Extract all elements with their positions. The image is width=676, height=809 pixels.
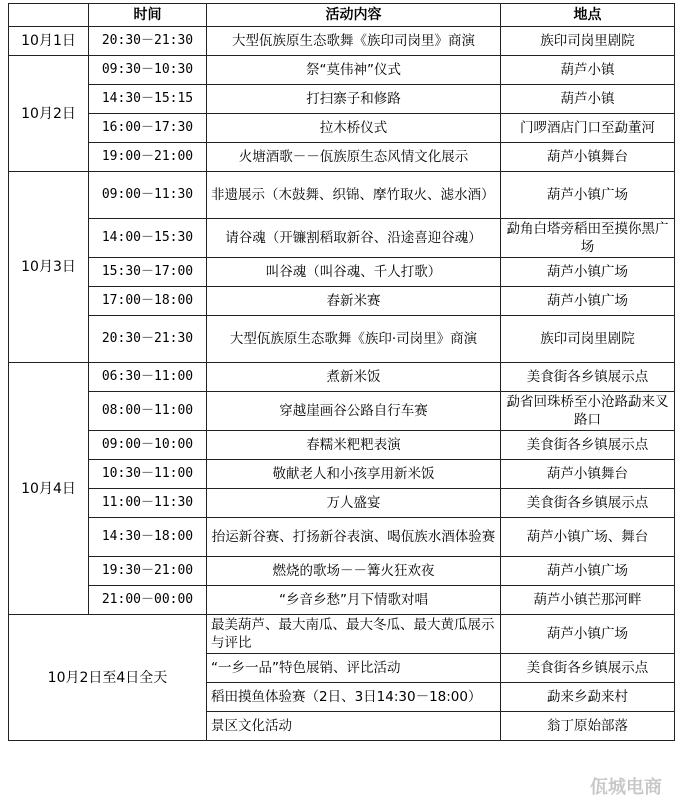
location-cell: 勐省回珠桥至小沧路勐来叉路口 xyxy=(501,392,675,431)
schedule-table xyxy=(8,3,675,741)
time-cell: 21:00－00:00 xyxy=(89,586,207,615)
activity-cell: 火塘酒歌－－佤族原生态风情文化展示 xyxy=(207,143,501,172)
table-row xyxy=(9,85,675,114)
header-activity: 活动内容 xyxy=(207,4,501,27)
activity-cell: 叫谷魂（叫谷魂、千人打歌） xyxy=(207,258,501,287)
activity-cell: “乡音乡愁”月下情歌对唱 xyxy=(207,586,501,615)
activity-cell: 煮新米饭 xyxy=(207,363,501,392)
table-row xyxy=(9,586,675,615)
time-cell: 09:30－10:30 xyxy=(89,56,207,85)
activity-cell: 舂新米赛 xyxy=(207,287,501,316)
location-cell: 葫芦小镇芒那河畔 xyxy=(501,586,675,615)
activity-cell: 景区文化活动 xyxy=(207,712,501,741)
time-cell: 17:00－18:00 xyxy=(89,287,207,316)
time-cell: 14:30－15:15 xyxy=(89,85,207,114)
time-cell: 15:30－17:00 xyxy=(89,258,207,287)
table-row xyxy=(9,114,675,143)
location-cell: 葫芦小镇广场、舞台 xyxy=(501,518,675,557)
time-cell: 20:30－21:30 xyxy=(89,27,207,56)
time-cell: 08:00－11:00 xyxy=(89,392,207,431)
time-cell: 11:00－11:30 xyxy=(89,489,207,518)
date-cell: 10月1日 xyxy=(9,27,89,56)
location-cell: 葫芦小镇 xyxy=(501,85,675,114)
time-cell: 14:00－15:30 xyxy=(89,219,207,258)
location-cell: 美食街各乡镇展示点 xyxy=(501,363,675,392)
table-row xyxy=(9,172,675,219)
table-row xyxy=(9,460,675,489)
activity-cell: 祭“莫伟神”仪式 xyxy=(207,56,501,85)
location-cell: 美食街各乡镇展示点 xyxy=(501,489,675,518)
location-cell: 门啰酒店门口至勐董河 xyxy=(501,114,675,143)
activity-cell: “一乡一品”特色展销、评比活动 xyxy=(207,654,501,683)
time-cell: 06:30－11:00 xyxy=(89,363,207,392)
location-cell: 葫芦小镇广场 xyxy=(501,258,675,287)
activity-cell: 万人盛宴 xyxy=(207,489,501,518)
activity-cell: 抬运新谷赛、打扬新谷表演、喝佤族水酒体验赛 xyxy=(207,518,501,557)
date-cell: 10月3日 xyxy=(9,172,89,363)
activity-cell: 拉木桥仪式 xyxy=(207,114,501,143)
allday-date-cell: 10月2日至4日全天 xyxy=(9,615,207,741)
location-cell: 美食街各乡镇展示点 xyxy=(501,431,675,460)
time-cell: 16:00－17:30 xyxy=(89,114,207,143)
location-cell: 葫芦小镇广场 xyxy=(501,287,675,316)
table-row xyxy=(9,316,675,363)
schedule-body xyxy=(9,27,675,741)
location-cell: 族印司岗里剧院 xyxy=(501,27,675,56)
table-row xyxy=(9,27,675,56)
activity-cell: 穿越崖画谷公路自行车赛 xyxy=(207,392,501,431)
activity-cell: 最美葫芦、最大南瓜、最大冬瓜、最大黄瓜展示与评比 xyxy=(207,615,501,654)
location-cell: 勐角白塔旁稻田至摸你黑广场 xyxy=(501,219,675,258)
time-cell: 19:30－21:00 xyxy=(89,557,207,586)
time-cell: 20:30－21:30 xyxy=(89,316,207,363)
table-row xyxy=(9,287,675,316)
table-row xyxy=(9,363,675,392)
location-cell: 葫芦小镇广场 xyxy=(501,557,675,586)
table-row xyxy=(9,219,675,258)
time-cell: 09:00－10:00 xyxy=(89,431,207,460)
location-cell: 勐来乡勐来村 xyxy=(501,683,675,712)
table-row xyxy=(9,56,675,85)
date-cell: 10月2日 xyxy=(9,56,89,172)
table-row xyxy=(9,557,675,586)
time-cell: 19:00－21:00 xyxy=(89,143,207,172)
activity-cell: 打扫寨子和修路 xyxy=(207,85,501,114)
activity-cell: 燃烧的歌场－－篝火狂欢夜 xyxy=(207,557,501,586)
location-cell: 翁丁原始部落 xyxy=(501,712,675,741)
table-row xyxy=(9,431,675,460)
location-cell: 族印司岗里剧院 xyxy=(501,316,675,363)
header-location: 地点 xyxy=(501,4,675,27)
header-time: 时间 xyxy=(89,4,207,27)
location-cell: 葫芦小镇舞台 xyxy=(501,460,675,489)
activity-cell: 非遗展示（木鼓舞、织锦、摩竹取火、滤水酒） xyxy=(207,172,501,219)
date-cell: 10月4日 xyxy=(9,363,89,615)
table-row xyxy=(9,143,675,172)
activity-cell: 大型佤族原生态歌舞《族印司岗里》商演 xyxy=(207,27,501,56)
location-cell: 葫芦小镇舞台 xyxy=(501,143,675,172)
time-cell: 09:00－11:30 xyxy=(89,172,207,219)
time-cell: 10:30－11:00 xyxy=(89,460,207,489)
location-cell: 美食街各乡镇展示点 xyxy=(501,654,675,683)
watermark: 佤城电商 xyxy=(590,777,662,798)
table-row xyxy=(9,392,675,431)
location-cell: 葫芦小镇 xyxy=(501,56,675,85)
header-row xyxy=(9,4,675,27)
table-row xyxy=(9,518,675,557)
activity-cell: 大型佤族原生态歌舞《族印·司岗里》商演 xyxy=(207,316,501,363)
header-date xyxy=(9,4,89,27)
table-row xyxy=(9,615,675,654)
time-cell: 14:30－18:00 xyxy=(89,518,207,557)
table-row xyxy=(9,489,675,518)
activity-cell: 春糯米粑粑表演 xyxy=(207,431,501,460)
activity-cell: 敬献老人和小孩享用新米饭 xyxy=(207,460,501,489)
table-row xyxy=(9,258,675,287)
activity-cell: 请谷魂（开镰割稻取新谷、沿途喜迎谷魂） xyxy=(207,219,501,258)
location-cell: 葫芦小镇广场 xyxy=(501,172,675,219)
location-cell: 葫芦小镇广场 xyxy=(501,615,675,654)
activity-cell: 稻田摸鱼体验赛（2日、3日14:30－18:00） xyxy=(207,683,501,712)
